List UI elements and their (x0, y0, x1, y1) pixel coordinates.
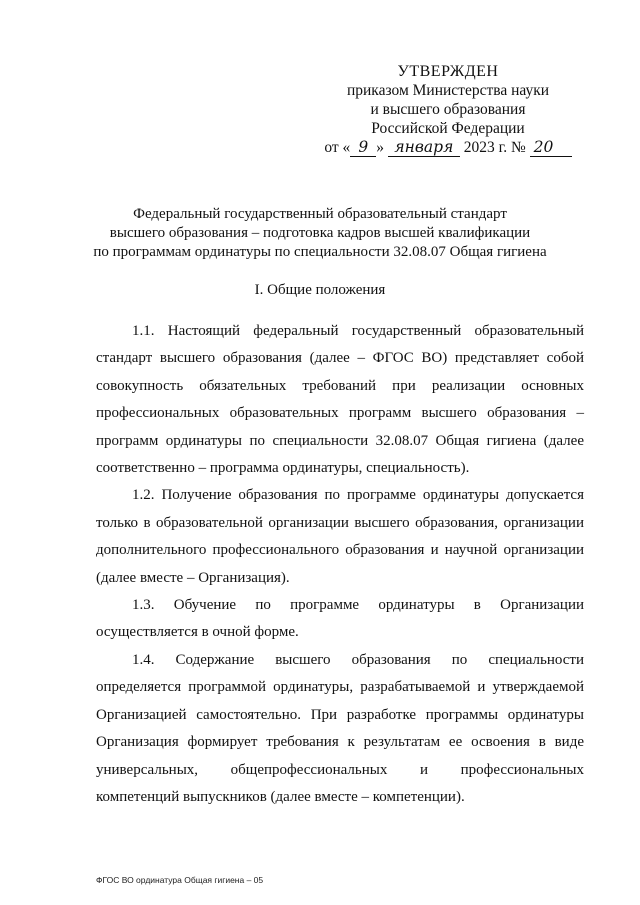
page-footer: ФГОС ВО ординатура Общая гигиена – 05 (96, 875, 264, 885)
title-line-2: высшего образования – подготовка кадров высшей квалификации (109, 225, 531, 241)
title-line-1: Федеральный государственный образовательный стандарт (133, 206, 507, 222)
handwritten-month: января (388, 139, 460, 157)
approval-heading: УТВЕРЖДЕН (397, 63, 499, 80)
handwritten-day: 9 (350, 139, 376, 157)
date-prefix: от « (324, 139, 351, 156)
title-line-3: по программам ординатуры по специальности 32.08.07 Общая гигиена (93, 244, 547, 260)
document-body (96, 318, 584, 811)
date-separator: » (376, 139, 385, 156)
approval-line-1: приказом Министерства науки (346, 82, 550, 99)
approval-line-3: Российской Федерации (371, 120, 525, 137)
date-year: 2023 г. № (463, 139, 526, 156)
standard-title (60, 205, 580, 262)
handwritten-order-number: 20 (530, 139, 572, 157)
approval-line-2: и высшего образования (370, 101, 526, 118)
paragraph-1-3: 1.3. Обучение по программе ординатуры в Организации осуществляется в очной форме. (96, 597, 584, 641)
section-heading: I. Общие положения (254, 282, 386, 298)
paragraph-1-1: 1.1. Настоящий федеральный государственный образовательный стандарт высшего образования (далее – ФГОС ВО) представляет собой совокупность обязательных требований при реализации основных профессиональных образовательных программ высшего образования – программ ординатуры по специальности 32.08.07 Общая гигиена (далее соответственно – программа ординатуры, специальность). (96, 323, 584, 477)
order-date-line (318, 138, 578, 157)
paragraph-1-2: 1.2. Получение образования по программе ординатуры допускается только в образовательной организации высшего образования, организации дополнительного профессионального образования и научной организации (далее вместе – Организация). (96, 487, 584, 586)
paragraph-1-4: 1.4. Содержание высшего образования по специальности определяется программой ординатуры, разрабатываемой и утверждаемой Организацией самостоятельно. При разработке программы ординатуры Организация формирует требования к результатам ее освоения в виде универсальных, общепрофессиональных и профессиональных компетенций выпускников (далее вместе – компетенции). (96, 651, 584, 805)
approval-block (318, 62, 578, 157)
